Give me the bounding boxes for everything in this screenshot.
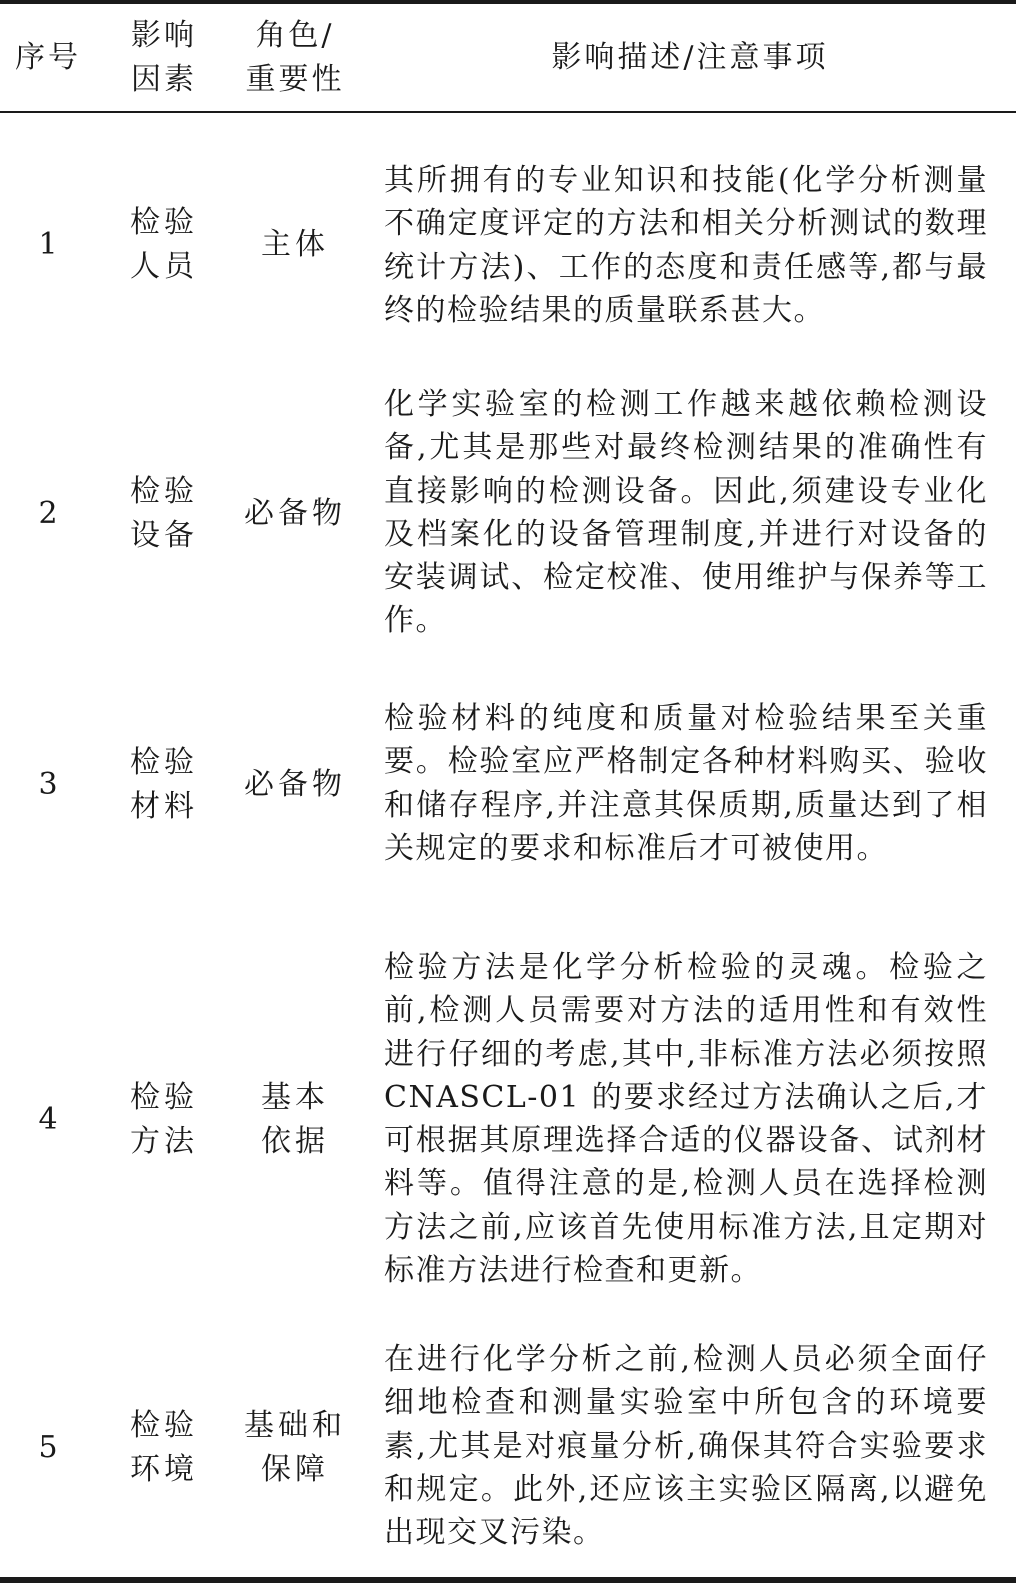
row-factor: 检验 设备 [130, 474, 198, 553]
table-header-row [0, 4, 1016, 111]
row-factor-cell [110, 697, 218, 873]
row-number-cell [0, 946, 96, 1294]
row-number-cell [0, 155, 96, 335]
table-row [0, 383, 1016, 645]
row-number-cell [0, 697, 96, 873]
header-desc-label: 影响描述/注意事项 [551, 39, 829, 75]
row-role: 必备物 [244, 767, 346, 802]
row-role-cell [230, 1338, 360, 1558]
row-role: 基本 依据 [261, 1080, 329, 1159]
row-number-cell [0, 383, 96, 645]
table-row [0, 697, 1016, 873]
row-factor: 检验 方法 [130, 1080, 198, 1159]
header-cell-factor [110, 4, 218, 111]
row-role-cell [230, 697, 360, 873]
row-role: 主体 [261, 227, 329, 262]
header-cell-no [0, 4, 96, 111]
row-factor: 检验 环境 [130, 1408, 198, 1487]
table-bottom-rule [0, 1577, 1016, 1583]
row-factor-cell [110, 946, 218, 1294]
header-cell-desc [370, 4, 1010, 111]
row-number: 1 [38, 227, 58, 262]
row-number: 3 [38, 767, 58, 802]
table-row [0, 946, 1016, 1294]
row-number: 2 [38, 496, 58, 531]
row-factor-cell [110, 155, 218, 335]
row-factor-cell [110, 1338, 218, 1558]
row-number-cell [0, 1338, 96, 1558]
table-header-rule [0, 111, 1016, 113]
row-role: 必备物 [244, 496, 346, 531]
row-description: 在进行化学分析之前,检测人员必须全面仔细地检查和测量实验室中所包含的环境要素,尤其是对痕量分析,确保其符合实验要求和规定。此外,还应该主实验区隔离,以避免出现交叉污染。 [384, 1342, 988, 1551]
row-factor-cell [110, 383, 218, 645]
table-row [0, 155, 1016, 335]
table-row [0, 1338, 1016, 1558]
row-number: 5 [38, 1430, 58, 1465]
row-description: 其所拥有的专业知识和技能(化学分析测量不确定度评定的方法和相关分析测试的数理统计方法)、工作的态度和责任感等,都与最终的检验结果的质量联系甚大。 [384, 163, 988, 328]
row-description: 检验材料的纯度和质量对检验结果至关重要。检验室应严格制定各种材料购买、验收和储存程序,并注意其保质期,质量达到了相关规定的要求和标准后才可被使用。 [384, 701, 988, 866]
row-role-cell [230, 383, 360, 645]
header-factor-label: 影响 因素 [131, 17, 197, 97]
row-number: 4 [38, 1102, 58, 1137]
row-role-cell [230, 946, 360, 1294]
row-description: 检验方法是化学分析检验的灵魂。检验之前,检测人员需要对方法的适用性和有效性进行仔细的考虑,其中,非标准方法必须按照 CNASCL-01 的要求经过方法确认之后,才可根据其原理选择合适的仪器设备、试剂材料等。值得注意的是,检测人员在选择检测方法之前,应该首先使用标准方法,且定期对标准方法进行检查和更新。 [384, 950, 988, 1289]
header-role-label: 角色/ 重要性 [245, 17, 345, 97]
header-no-label: 序号 [15, 39, 81, 75]
row-role-cell [230, 155, 360, 335]
header-cell-role [230, 4, 360, 111]
row-factor: 检验 人员 [130, 205, 198, 284]
row-role: 基础和 保障 [244, 1408, 346, 1487]
row-factor: 检验 材料 [130, 745, 198, 824]
row-description: 化学实验室的检测工作越来越依赖检测设备,尤其是那些对最终检测结果的准确性有直接影响的检测设备。因此,须建设专业化及档案化的设备管理制度,并进行对设备的安装调试、检定校准、使用维护与保养等工作。 [384, 387, 988, 639]
